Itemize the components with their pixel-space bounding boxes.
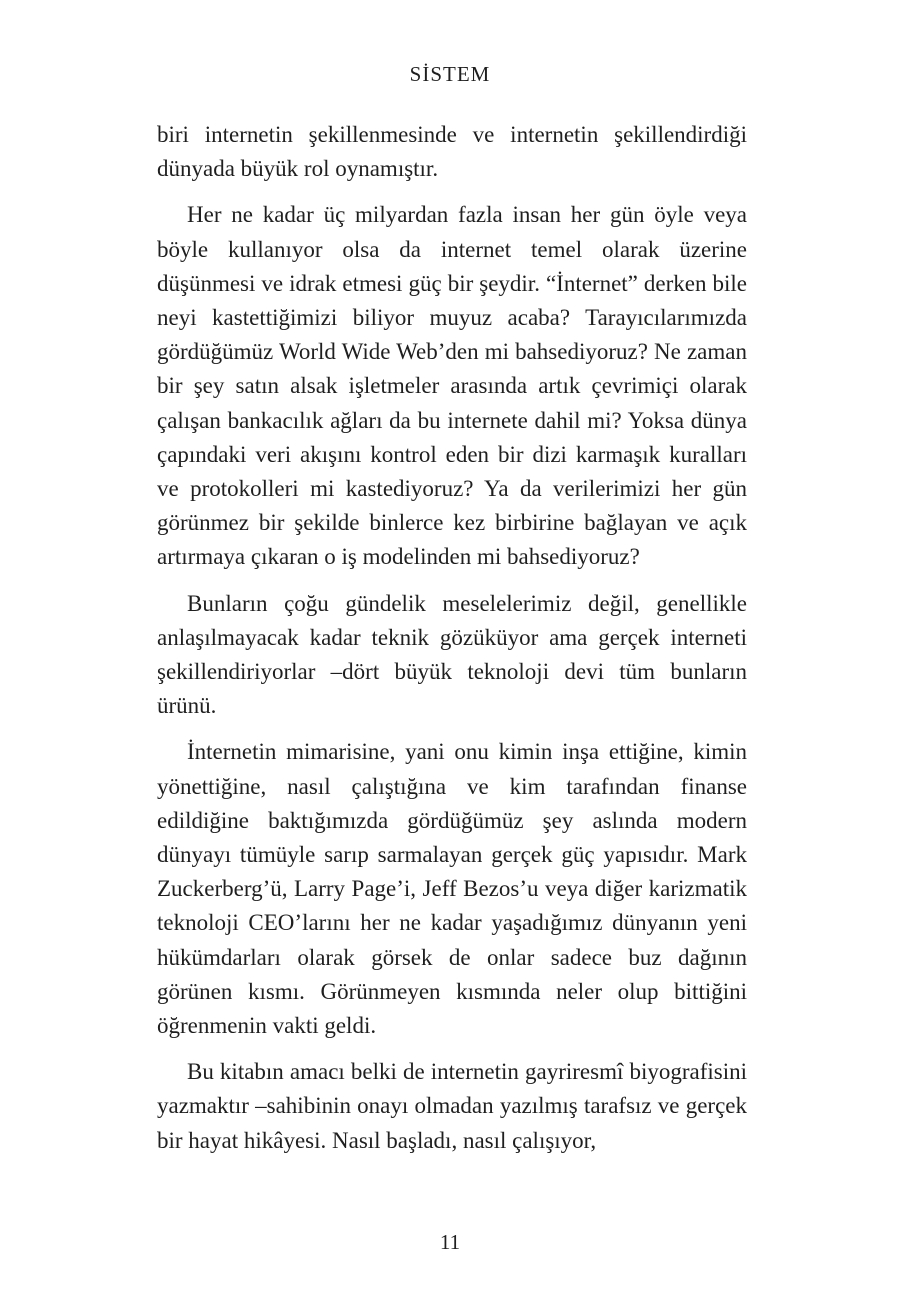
paragraph: İnternetin mimarisine, yani onu kimin inşa ettiğine, kimin yönettiğine, nasıl çalıştığına ve kim tarafından finanse edildiğine baktığımızda gördüğümüz şey aslında modern dünyayı tümüyle sarıp sarmalayan gerçek güç yapısıdır. Mark Zuckerberg’ü, Larry Page’i, Jeff Bezos’u veya diğer karizmatik teknoloji CEO’larını her ne kadar yaşadığımız dünyanın yeni hükümdarları olarak görsek de onlar sadece buz dağının görünen kısmı. Görünmeyen kısmında neler olup bittiğini öğrenmenin vakti geldi. xyxy=(157,739,747,1039)
page-number: 11 xyxy=(439,1230,461,1254)
body-text xyxy=(157,118,747,1170)
paragraph: Bunların çoğu gündelik meselelerimiz değil, genellikle anlaşılmayacak kadar teknik gözüküyor ama gerçek interneti şekillendiriyorlar –dört büyük teknoloji devi tüm bunların ürünü. xyxy=(157,590,747,719)
paragraph: biri internetin şekillenmesinde ve internetin şekillendirdiği dünyada büyük rol oynamıştır. xyxy=(157,122,747,182)
paragraph: Bu kitabın amacı belki de internetin gayriresmî biyografisini yazmaktır –sahibinin onayı olmadan yazılmış tarafsız ve gerçek bir hayat hikâyesi. Nasıl başladı, nasıl çalışıyor, xyxy=(157,1059,747,1153)
paragraph: Her ne kadar üç milyardan fazla insan her gün öyle veya böyle kullanıyor olsa da internet temel olarak üzerine düşünmesi ve idrak etmesi güç bir şeydir. “İnternet” derken bile neyi kastettiğimizi biliyor muyuz acaba? Tarayıcılarımızda gördüğümüz World Wide Web’den mi bahsediyoruz? Ne zaman bir şey satın alsak işletmeler arasında artık çevrimiçi olarak çalışan bankacılık ağları da bu internete dahil mi? Yoksa dünya çapındaki veri akışını kontrol eden bir dizi karmaşık kuralları ve protokolleri mi kastediyoruz? Ya da verilerimizi her gün görünmez bir şekilde binlerce kez birbirine bağlayan ve açık artırmaya çıkaran o iş modelinden mi bahsediyoruz? xyxy=(157,202,747,570)
running-head: SİSTEM xyxy=(409,62,491,86)
